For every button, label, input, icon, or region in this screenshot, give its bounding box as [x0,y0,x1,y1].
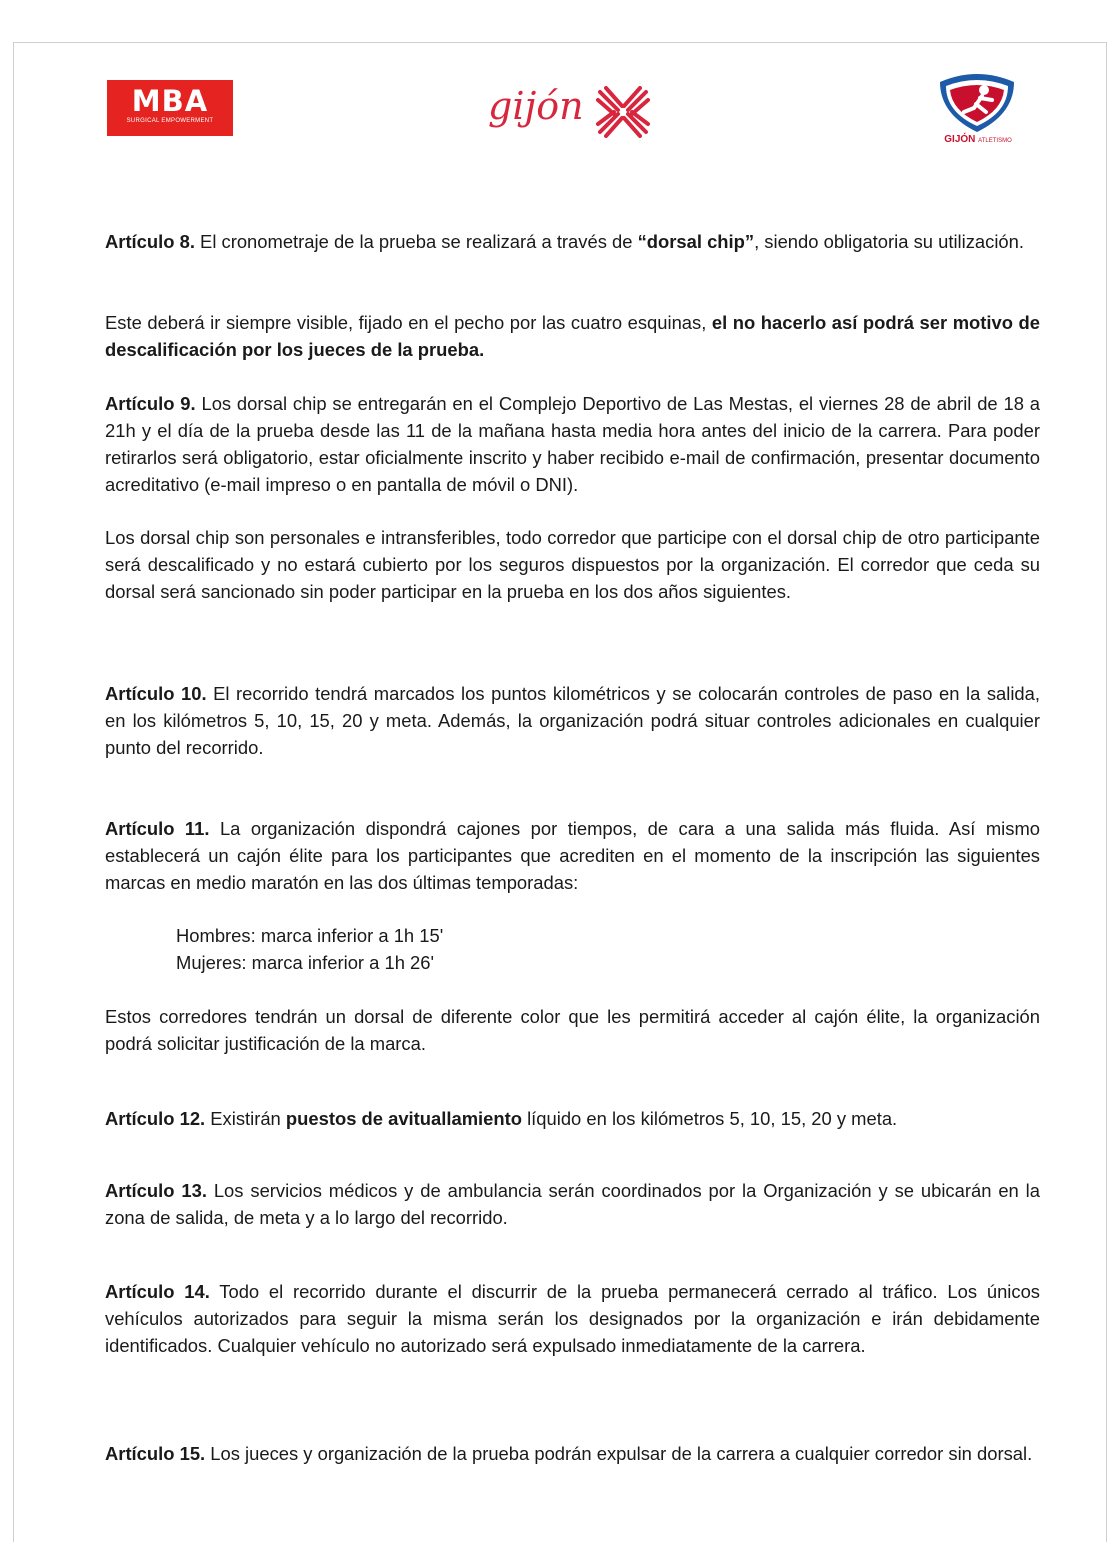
article-11-elite: Estos corredores tendrán un dorsal de diferente color que les permitirá acceder al cajón élite, la organización podrá solicitar justificación de la marca. [105,1006,1040,1054]
article-9-personal: Los dorsal chip son personales e intransferibles, todo corredor que participe con el dorsal chip de otro participante será descalificado y no estará cubierto por los seguros dispuestos por la organización. El corredor que ceda su dorsal será sancionado sin poder participar en la prueba en los dos años siguientes. [105,527,1040,602]
article-15: Artículo 15. Los jueces y organización de la prueba podrán expulsar de la carrera a cualquier corredor sin dorsal. [105,1443,1033,1464]
runner-shield-icon [936,72,1018,134]
mba-logo-tagline: SURGICAL EMPOWERMENT [126,118,214,124]
article-13: Artículo 13. Los servicios médicos y de ambulancia serán coordinados por la Organización y se ubicarán en la zona de salida, de meta y a lo largo del recorrido. [105,1180,1040,1228]
gijon-logo [486,82,656,138]
article-label: Artículo 13. [105,1180,207,1201]
mba-logo [107,80,233,136]
article-8-visibility: Este deberá ir siempre visible, fijado en el pecho por las cuatro esquinas, el no hacerlo así podrá ser motivo de descalificación por los jueces de la prueba. [105,312,1041,360]
article-label: Artículo 8. [105,231,195,252]
article-label: Artículo 12. [105,1108,206,1129]
article-11: Artículo 11. La organización dispondrá cajones por tiempos, de cara a una salida más fluida. Así mismo establecerá un cajón élite para los participantes que acrediten en el momento de la inscripción las siguientes marcas en medio maratón en las dos últimas temporadas: [105,818,1040,893]
article-label: Artículo 11. [105,818,210,839]
article-9: Artículo 9. Los dorsal chip se entregarán en el Complejo Deportivo de Las Mestas, el viernes 28 de abril de 18 a 21h y el día de la prueba desde las 11 de la mañana hasta media hora antes del inicio de la carrera. Para poder retirarlos será obligatorio, estar oficialmente inscrito y haber recibido e-mail de confirmación, presentar documento acreditativo (e-mail impreso o en pantalla de móvil o DNI). [105,393,1040,495]
elite-marks-women: Mujeres: marca inferior a 1h 26' [176,952,435,973]
gijon-swirl-icon [596,86,650,138]
elite-marks-men: Hombres: marca inferior a 1h 15' [176,925,444,946]
article-label: Artículo 15. [105,1443,206,1464]
article-label: Artículo 10. [105,683,207,704]
gijon-logo-text: gijón [488,84,584,128]
article-8: Artículo 8. El cronometraje de la prueba se realizará a través de “dorsal chip”, siendo obligatoria su utilización. [105,231,1024,252]
article-12: Artículo 12. Existirán puestos de avituallamiento líquido en los kilómetros 5, 10, 15, 20 y meta. [105,1108,898,1129]
article-10: Artículo 10. El recorrido tendrá marcados los puntos kilométricos y se colocarán controles de paso en la salida, en los kilómetros 5, 10, 15, 20 y meta. Además, la organización podrá situar controles adicionales en cualquier punto del recorrido. [105,683,1040,758]
gijon-atletismo-logo [922,72,1032,152]
article-label: Artículo 14. [105,1281,210,1302]
mba-logo-text: MBA [131,84,209,118]
article-label: Artículo 9. [105,393,196,414]
article-14: Artículo 14. Todo el recorrido durante el discurrir de la prueba permanecerá cerrado al tráfico. Los únicos vehículos autorizados para seguir la misma serán los designados por la organización e irán debidamente identificados. Cualquier vehículo no autorizado será expulsado inmediatamente de la carrera. [105,1281,1041,1356]
atletismo-logo-text: GIJÓN ATLETISMO [944,134,1012,145]
